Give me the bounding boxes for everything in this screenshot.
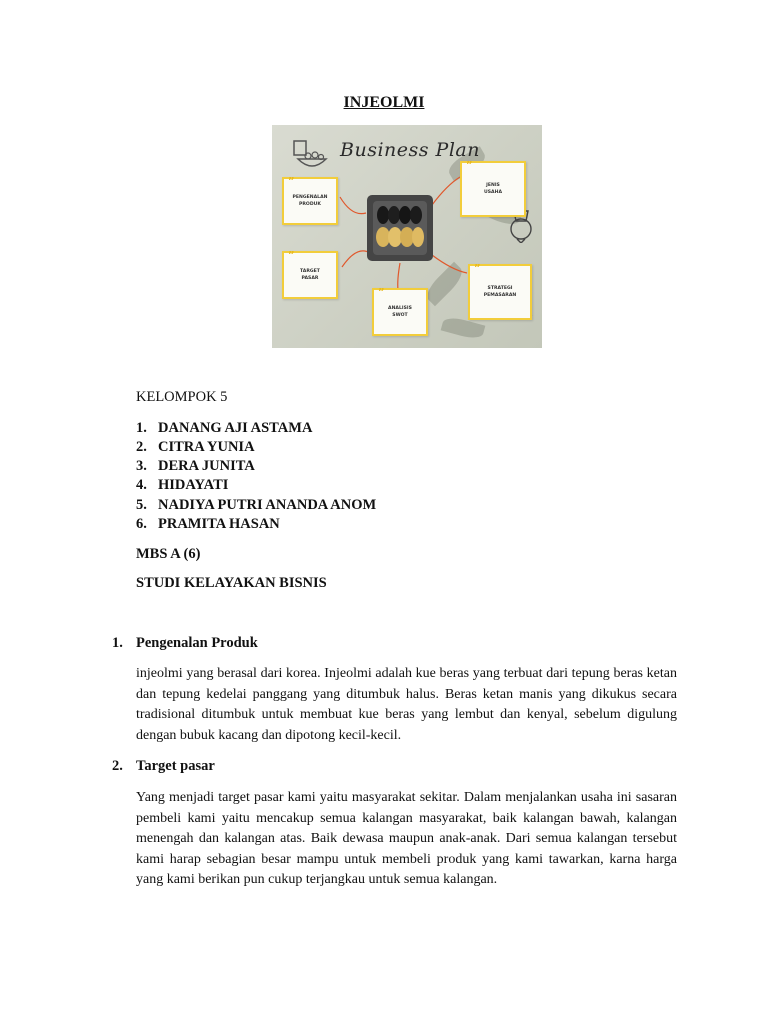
card-analisis-swot (372, 288, 428, 336)
member-item (136, 477, 228, 494)
group-label: KELOMPOK 5 (136, 389, 228, 405)
quote-mark: ” (474, 263, 481, 274)
section-number: 1. (112, 635, 123, 651)
member-item (136, 497, 376, 514)
section-number: 2. (112, 758, 123, 774)
section-title: Target pasar (136, 758, 215, 774)
member-number: 2. (136, 439, 147, 455)
quote-mark: ” (378, 287, 385, 298)
card-label: STRATEGI PEMASARAN (483, 285, 517, 298)
business-plan-figure (272, 125, 542, 348)
card-pengenalan-produk (282, 177, 338, 225)
member-item (136, 458, 255, 475)
card-label: PENGENALAN PRODUK (292, 194, 328, 207)
class-label: MBS A (6) (136, 546, 201, 562)
section-body-2: Yang menjadi target pasar kami yaitu masyarakat sekitar. Dalam menjalankan usaha ini sasaran pembeli kami yaitu mencakup semua kalangan masyarakat, baik kalangan bawah, kalangan menengah dan kalangan atas. Baik dewasa maupun anak-anak. Dari semua kalangan tersebut kami harap sebagian besar mampu untuk membeli produk yang kami tawarkan, karna harga yang kami berikan pun cukup terjangkau untuk semua kalangan. (136, 790, 677, 887)
document-title: INJEOLMI (343, 94, 425, 111)
member-item (136, 439, 255, 456)
section-heading-1 (112, 635, 258, 652)
quote-mark: ” (466, 160, 473, 171)
member-name: DANANG AJI ASTAMA (158, 420, 313, 436)
card-label: TARGET PASAR (300, 268, 320, 281)
quote-mark: ” (288, 176, 295, 187)
member-name: PRAMITA HASAN (158, 516, 280, 532)
member-name: NADIYA PUTRI ANANDA ANOM (158, 497, 377, 513)
section-heading-2 (112, 758, 215, 775)
member-item (136, 420, 312, 437)
member-name: HIDAYATI (158, 477, 229, 493)
member-name: DERA JUNITA (158, 458, 255, 474)
card-target-pasar (282, 251, 338, 299)
card-label: JENIS USAHA (484, 182, 502, 195)
member-number: 5. (136, 497, 147, 513)
product-photo (367, 195, 433, 261)
member-number: 3. (136, 458, 147, 474)
figure-heading: Business Plan (340, 139, 480, 161)
member-number: 1. (136, 420, 147, 436)
quote-mark: ” (288, 250, 295, 261)
member-number: 6. (136, 516, 147, 532)
member-number: 4. (136, 477, 147, 493)
member-name: CITRA YUNIA (158, 439, 255, 455)
card-jenis-usaha (460, 161, 526, 217)
member-item (136, 516, 280, 533)
course-label: STUDI KELAYAKAN BISNIS (136, 575, 327, 591)
card-strategi-pemasaran (468, 264, 532, 320)
section-body-1: injeolmi yang berasal dari korea. Injeolmi adalah kue beras yang terbuat dari tepung beras ketan dan tepung kedelai panggang yang ditumbuk halus. Beras ketan manis yang dikukus secara tradisional ditumbuk untuk membuat kue beras yang lembut dan kenyal, sebelum digulung dengan bubuk kacang dan dipotong kecil-kecil. (136, 666, 677, 743)
card-label: ANALISIS SWOT (388, 305, 412, 318)
section-title: Pengenalan Produk (136, 635, 258, 651)
